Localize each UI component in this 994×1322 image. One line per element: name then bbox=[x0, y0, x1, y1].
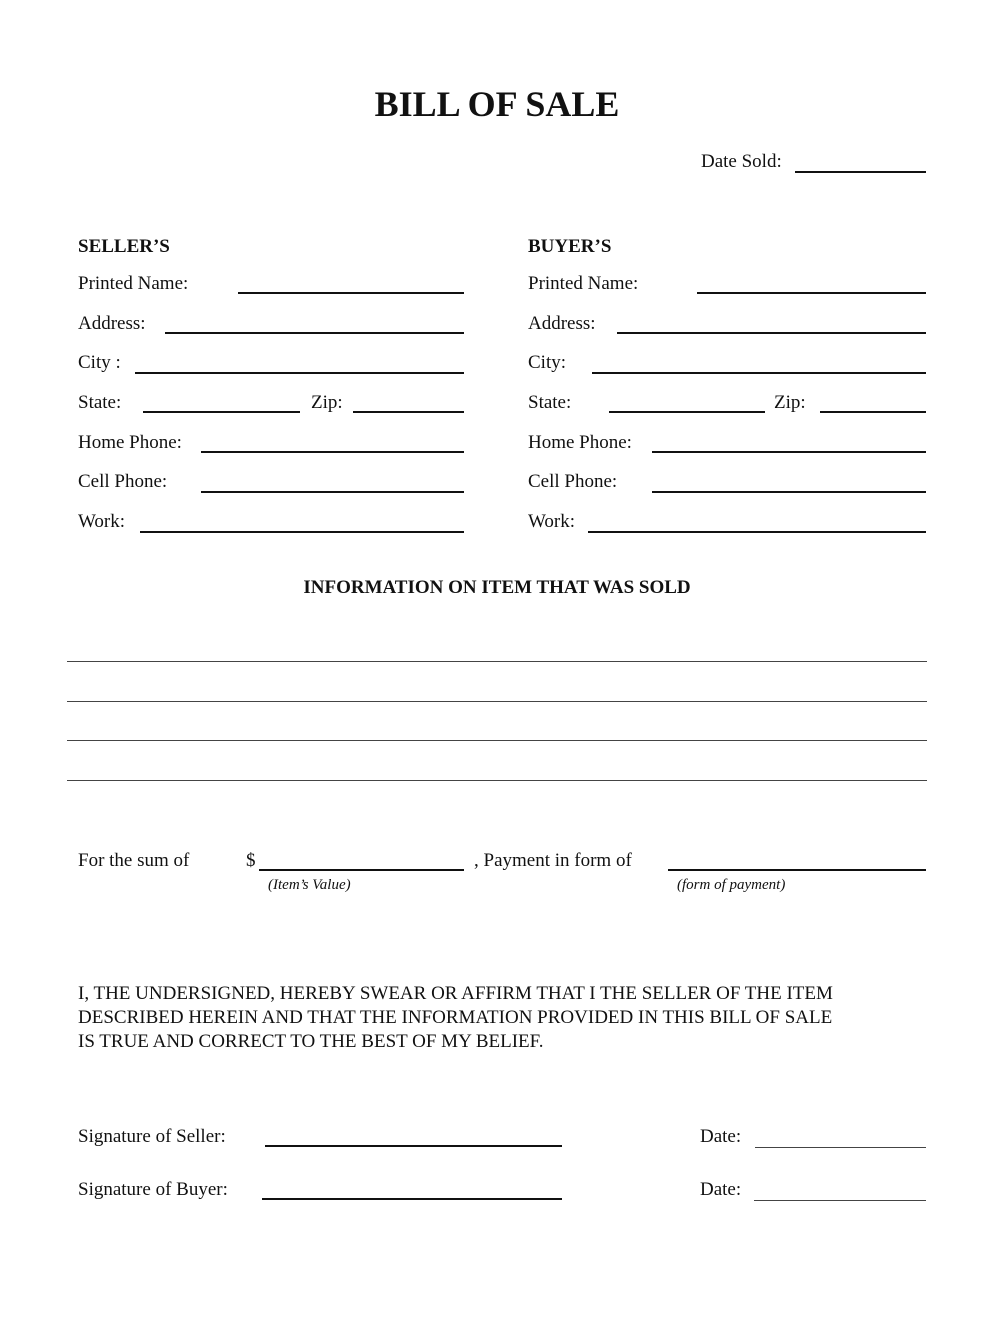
buyer-date-label: Date: bbox=[700, 1179, 742, 1200]
seller-zip-label: Zip: bbox=[311, 392, 343, 413]
seller-city-field[interactable] bbox=[135, 372, 464, 374]
buyer-address-field[interactable] bbox=[617, 332, 926, 334]
buyer-city-field[interactable] bbox=[592, 372, 926, 374]
seller-heading: SELLER’S bbox=[78, 236, 170, 257]
buyer-home-phone-label: Home Phone: bbox=[528, 432, 632, 453]
buyer-state-label: State: bbox=[528, 392, 572, 413]
item-section-heading: INFORMATION ON ITEM THAT WAS SOLD bbox=[303, 577, 691, 598]
buyer-home-phone-field[interactable] bbox=[652, 451, 926, 453]
buyer-zip-label: Zip: bbox=[774, 392, 806, 413]
item-description-line[interactable] bbox=[67, 780, 927, 781]
currency-symbol: $ bbox=[246, 850, 256, 871]
seller-address-field[interactable] bbox=[165, 332, 464, 334]
buyer-cell-phone-label: Cell Phone: bbox=[528, 471, 618, 492]
date-sold-field[interactable] bbox=[795, 171, 926, 173]
seller-printed-name-label: Printed Name: bbox=[78, 273, 189, 294]
affirmation-line: I, THE UNDERSIGNED, HEREBY SWEAR OR AFFIRM THAT I THE SELLER OF THE ITEM bbox=[78, 983, 833, 1004]
buyer-signature-field[interactable] bbox=[262, 1198, 562, 1200]
seller-printed-name-field[interactable] bbox=[238, 292, 464, 294]
seller-cell-phone-field[interactable] bbox=[201, 491, 464, 493]
payment-form-label: , Payment in form of bbox=[474, 850, 632, 871]
seller-address-label: Address: bbox=[78, 313, 146, 334]
seller-date-label: Date: bbox=[700, 1126, 742, 1147]
affirmation-paragraph bbox=[78, 982, 918, 1054]
buyer-address-label: Address: bbox=[528, 313, 596, 334]
buyer-heading: BUYER’S bbox=[528, 236, 612, 257]
seller-state-field[interactable] bbox=[143, 411, 300, 413]
seller-zip-field[interactable] bbox=[353, 411, 464, 413]
seller-work-label: Work: bbox=[78, 511, 126, 532]
seller-work-field[interactable] bbox=[140, 531, 464, 533]
item-description-line[interactable] bbox=[67, 661, 927, 662]
seller-city-label: City : bbox=[78, 352, 121, 373]
form-of-payment-caption: (form of payment) bbox=[677, 877, 786, 893]
buyer-signature-label: Signature of Buyer: bbox=[78, 1179, 228, 1200]
affirmation-line: DESCRIBED HEREIN AND THAT THE INFORMATION PROVIDED IN THIS BILL OF SALE bbox=[78, 1007, 833, 1028]
date-sold-label: Date Sold: bbox=[701, 151, 782, 172]
buyer-work-field[interactable] bbox=[588, 531, 926, 533]
item-value-caption: (Item’s Value) bbox=[268, 877, 351, 893]
buyer-cell-phone-field[interactable] bbox=[652, 491, 926, 493]
document-title: BILL OF SALE bbox=[374, 84, 620, 124]
item-value-field[interactable] bbox=[259, 869, 464, 871]
seller-cell-phone-label: Cell Phone: bbox=[78, 471, 168, 492]
buyer-date-field[interactable] bbox=[754, 1200, 926, 1201]
seller-state-label: State: bbox=[78, 392, 122, 413]
item-description-line[interactable] bbox=[67, 740, 927, 741]
buyer-work-label: Work: bbox=[528, 511, 576, 532]
seller-signature-field[interactable] bbox=[265, 1145, 562, 1147]
seller-signature-label: Signature of Seller: bbox=[78, 1126, 226, 1147]
form-of-payment-field[interactable] bbox=[668, 869, 926, 871]
buyer-printed-name-field[interactable] bbox=[697, 292, 926, 294]
buyer-city-label: City: bbox=[528, 352, 567, 373]
affirmation-line: IS TRUE AND CORRECT TO THE BEST OF MY BELIEF. bbox=[78, 1031, 544, 1052]
seller-home-phone-label: Home Phone: bbox=[78, 432, 182, 453]
seller-home-phone-field[interactable] bbox=[201, 451, 464, 453]
buyer-printed-name-label: Printed Name: bbox=[528, 273, 639, 294]
buyer-state-field[interactable] bbox=[609, 411, 765, 413]
seller-date-field[interactable] bbox=[755, 1147, 926, 1148]
sum-label: For the sum of bbox=[78, 850, 190, 871]
item-description-line[interactable] bbox=[67, 701, 927, 702]
buyer-zip-field[interactable] bbox=[820, 411, 926, 413]
